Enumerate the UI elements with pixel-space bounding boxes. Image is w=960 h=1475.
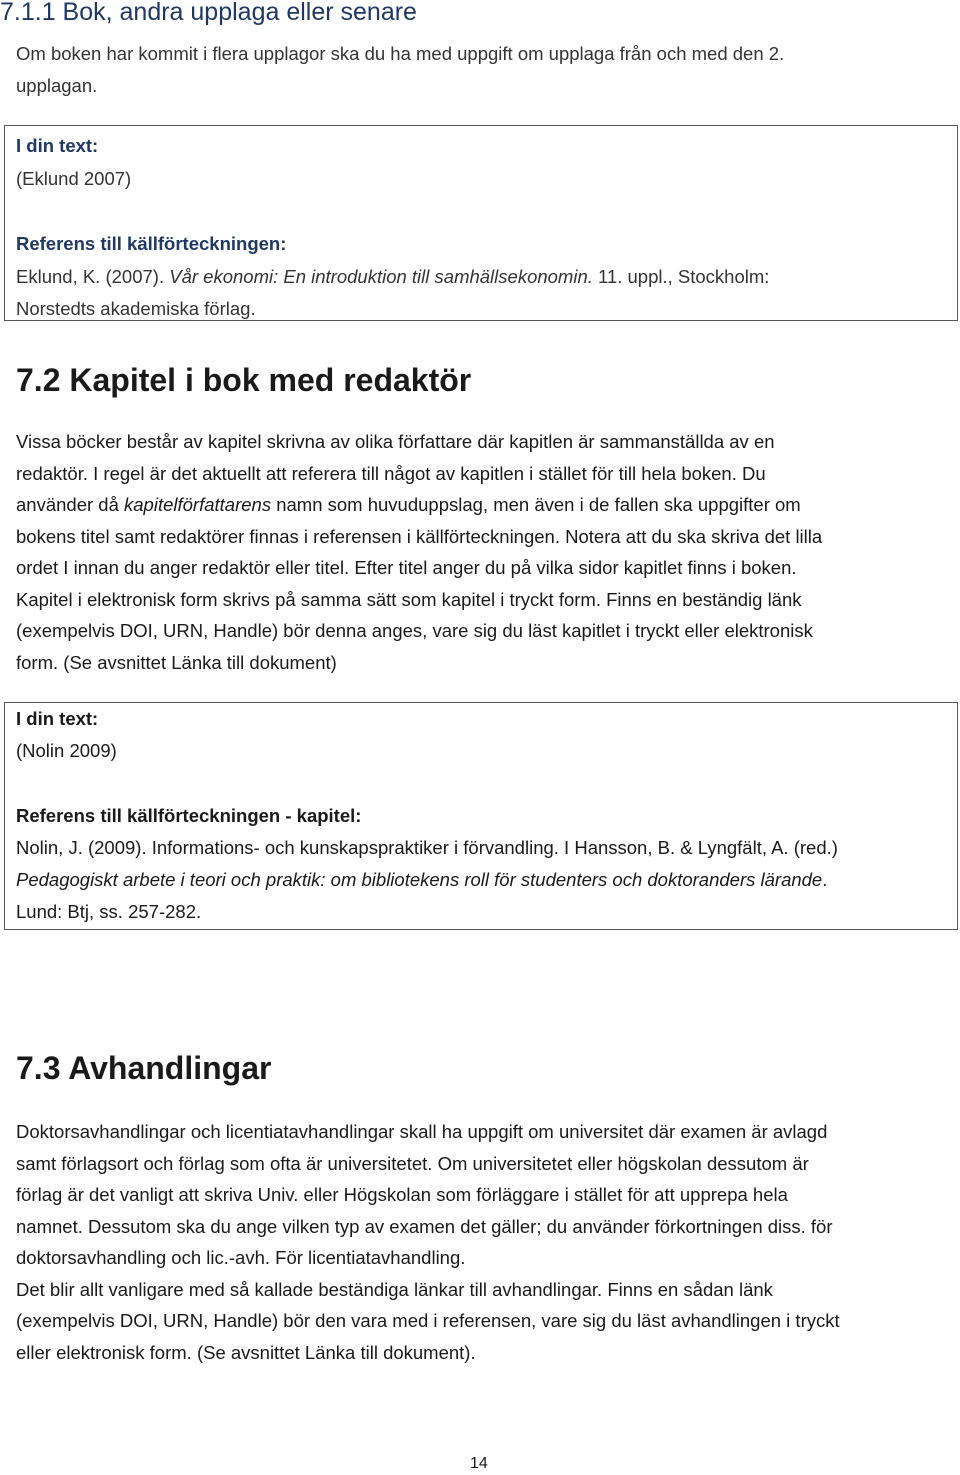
paragraph-line: ordet I innan du anger redaktör eller titel. Efter titel anger du på vilka sidor kapitlet finns i boken.: [16, 557, 797, 578]
paragraph-text: namn som huvuduppslag, men även i de fallen ska uppgifter om: [271, 494, 801, 515]
intro-line: Om boken har kommit i flera upplagor ska du ha med uppgift om upplaga från och med den 2.: [16, 43, 785, 64]
reference-label: Referens till källförteckningen:: [16, 233, 287, 254]
reference-line: [16, 864, 951, 896]
reference-book-title: Pedagogiskt arbete i teori och praktik: om bibliotekens roll för studenters och doktoranders lärande: [16, 869, 823, 891]
reference-punct: .: [822, 869, 828, 891]
reference-title: Vår ekonomi: En introduktion till samhällsekonomin.: [169, 265, 593, 287]
paragraph-line: Det blir allt vanligare med så kallade beständiga länkar till avhandlingar. Finns en sådan länk: [16, 1278, 773, 1300]
section-paragraph: [16, 1116, 951, 1368]
section-heading-7-3: 7.3 Avhandlingar: [16, 1050, 272, 1086]
paragraph-line: Vissa böcker består av kapitel skrivna av olika författare där kapitlen är sammanställda av en: [16, 431, 775, 452]
reference-line: Nolin, J. (2009). Informations- och kunskapspraktiker i förvandling. I Hansson, B. & Lyngfält, A. (red.): [16, 836, 838, 858]
reference-line: [16, 261, 946, 294]
paragraph-text: använder då: [16, 494, 125, 515]
example-box-book: [4, 125, 958, 321]
paragraph-line: [16, 489, 951, 521]
page-number: 14: [470, 1455, 488, 1472]
paragraph-line: doktorsavhandling och lic.-avh. För licentiatavhandling.: [16, 1247, 466, 1268]
reference-line: Lund: Btj, ss. 257-282.: [16, 901, 202, 923]
reference-publisher: Norstedts akademiska förlag.: [16, 298, 256, 319]
example-box-chapter: [4, 702, 958, 930]
section-heading-7-2: 7.2 Kapitel i bok med redaktör: [16, 362, 472, 398]
intext-value: (Eklund 2007): [16, 167, 132, 189]
paragraph-line: (exempelvis DOI, URN, Handle) bör den vara med i referensen, vare sig du läst avhandlingen i tryckt: [16, 1310, 840, 1331]
section-heading-7-1-1: 7.1.1 Bok, andra upplaga eller senare: [0, 0, 417, 26]
paragraph-line: Doktorsavhandlingar och licentiatavhandlingar skall ha uppgift om universitet där examen är avlagd: [16, 1121, 828, 1142]
intext-label: I din text:: [16, 135, 99, 156]
paragraph-line: förlag är det vanligt att skriva Univ. eller Högskolan som förläggare i stället för att upprepa hela: [16, 1184, 788, 1205]
paragraph-line: eller elektronisk form. (Se avsnittet Länka till dokument).: [16, 1341, 476, 1363]
paragraph-line: redaktör. I regel är det aktuellt att referera till något av kapitlen i stället för till hela boken. Du: [16, 462, 766, 484]
paragraph-line: (exempelvis DOI, URN, Handle) bör denna anges, vare sig du läst kapitlet i tryckt eller elektronisk: [16, 620, 813, 641]
reference-label: Referens till källförteckningen - kapitel:: [16, 804, 362, 826]
paragraph-line: samt förlagsort och förlag som ofta är universitetet. Om universitetet eller högskolan dessutom är: [16, 1152, 809, 1174]
section-intro: [16, 38, 946, 101]
paragraph-line: form. (Se avsnittet Länka till dokument): [16, 651, 337, 673]
intext-label: I din text:: [16, 708, 99, 729]
intext-value: (Nolin 2009): [16, 740, 117, 762]
reference-author: Eklund, K. (2007).: [16, 265, 170, 287]
intro-line: upplagan.: [16, 74, 98, 96]
paragraph-line: namnet. Dessutom ska du ange vilken typ av examen det gäller; du använder förkortningen diss. för: [16, 1215, 833, 1237]
paragraph-line: bokens titel samt redaktörer finnas i referensen i källförteckningen. Notera att du ska skriva det lilla: [16, 525, 823, 547]
paragraph-emphasis: kapitelförfattarens: [124, 494, 272, 515]
reference-edition: 11. uppl., Stockholm:: [592, 265, 770, 287]
section-paragraph: [16, 426, 951, 678]
paragraph-line: Kapitel i elektronisk form skrivs på samma sätt som kapitel i tryckt form. Finns en beständig länk: [16, 588, 802, 610]
